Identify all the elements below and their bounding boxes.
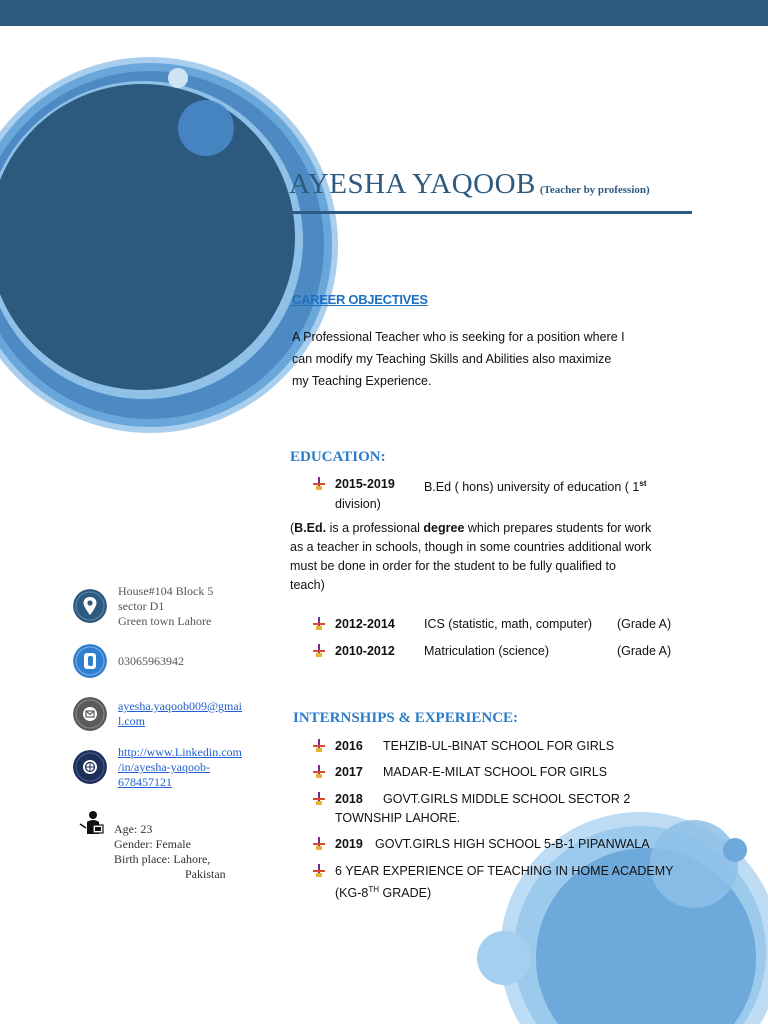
career-line: A Professional Teacher who is seeking for a position where I [292,330,625,344]
career-line: my Teaching Experience. [292,374,432,388]
education-grade: (Grade A) [617,617,672,631]
home-academy-grade: (KG-8TH GRADE) [335,885,432,901]
birth-place: Birth place: Lahore, [114,852,211,866]
home-academy-line: 6 YEAR EXPERIENCE OF TEACHING IN HOME ACADEMY [335,864,674,878]
bullet-icon [312,837,326,851]
bullet-icon [312,739,326,753]
desc-line: as a teacher in schools, though in some countries additional work [290,540,652,554]
bullet-icon [312,477,326,491]
phone-icon [73,644,107,678]
education-grade: (Grade A) [617,644,672,658]
name-header [289,168,692,201]
education-years: 2010-2012 [335,644,395,658]
education-years: 2015-2019 [335,477,395,491]
education-degree: ICS (statistic, math, computer) [424,617,593,631]
education-degree: B.Ed ( hons) university of education ( 1st [424,479,647,495]
internship-year: 2019 [335,837,363,851]
address-text: House#104 Block 5 sector D1 Green town Lahore [118,584,214,628]
bullet-icon [312,792,326,806]
bed-description [290,519,692,595]
personal-info [114,822,226,882]
bottom-tiny-bubble [723,838,747,862]
desc-line: (B.Ed. is a professional degree which prepares students for work [290,521,652,535]
internship-place: MADAR-E-MILAT SCHOOL FOR GIRLS [383,765,608,779]
desc-line: must be done in order for the student to be fully qualified to [290,559,616,573]
internship-year: 2018 [335,792,363,806]
bottom-bubble-left [477,931,531,985]
top-small-bubble [178,100,234,156]
gender: Gender: Female [114,837,191,851]
email-icon [73,697,107,731]
candidate-name: AYESHA YAQOOB [289,168,536,200]
internship-year: 2016 [335,739,363,753]
education-degree: Matriculation (science) [424,644,550,658]
name-underline [289,211,692,214]
bullet-icon [312,617,326,631]
top-tiny-bubble [168,68,188,88]
internship-place-cont: TOWNSHIP LAHORE. [335,811,461,825]
internships-heading: INTERNSHIPS & EXPERIENCE: [293,710,519,726]
bullet-icon [312,765,326,779]
education-years: 2012-2014 [335,617,395,631]
education-degree-cont: division) [335,497,381,511]
linkedin-link[interactable]: http://www.Linkedin.com /in/ayesha-yaqoob- 678457121 [118,745,242,789]
age: Age: 23 [114,822,153,836]
education-heading: EDUCATION: [290,449,386,465]
internship-place: GOVT.GIRLS MIDDLE SCHOOL SECTOR 2 [383,792,631,806]
internship-place: GOVT.GIRLS HIGH SCHOOL 5-B-1 PIPANWALA [375,837,650,851]
career-line: can modify my Teaching Skills and Abilities also maximize [292,352,612,366]
top-circle-core [0,84,295,390]
desc-line: teach) [290,578,325,592]
birth-place-country: Pakistan [185,867,226,881]
phone-number: 03065963942 [118,654,184,668]
linkedin-icon [73,750,107,784]
email-link[interactable]: ayesha.yaqoob009@gmai l.com [118,699,243,728]
internship-year: 2017 [335,765,363,779]
location-icon [73,589,107,623]
internship-place: TEHZIB-UL-BINAT SCHOOL FOR GIRLS [383,739,615,753]
bullet-icon [312,644,326,658]
bullet-icon [312,864,326,878]
person-icon [79,810,107,836]
career-objectives-heading: CAREER OBJECTIVES [292,292,428,307]
career-objective-text [292,326,672,392]
profession-tagline: (Teacher by profession) [539,184,650,196]
